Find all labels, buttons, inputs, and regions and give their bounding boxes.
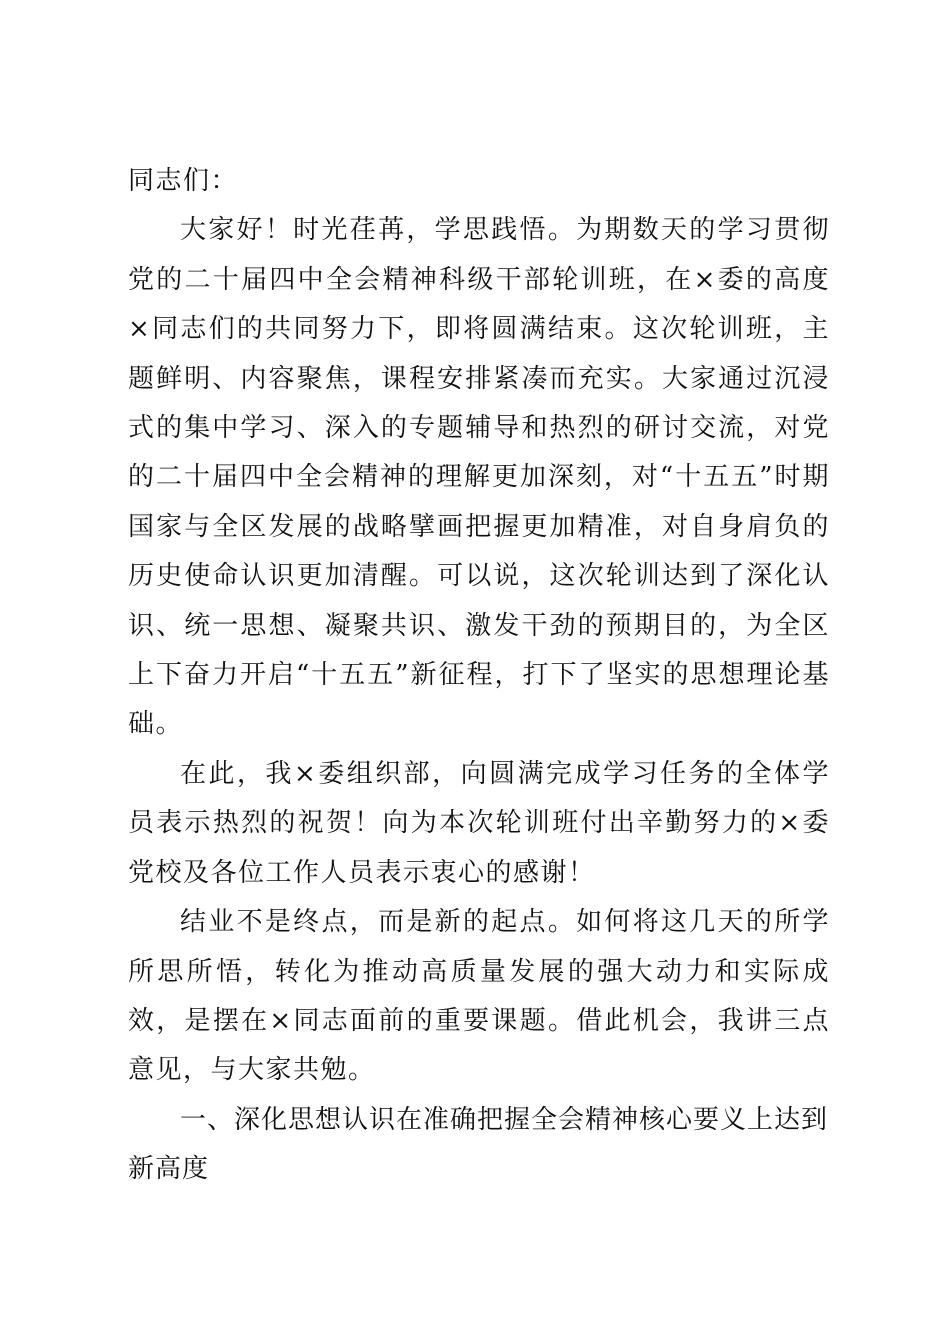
paragraph-transition: 结业不是终点，而是新的起点。如何将这几天的所学所思所悟，转化为推动高质量发展的强大动力和实际成效，是摆在×同志面前的重要课题。借此机会，我讲三点意见，与大家共勉。: [128, 907, 830, 1086]
paragraph-opening: 大家好！时光荏苒，学思践悟。为期数天的学习贯彻党的二十届四中全会精神科级干部轮训班，在×委的高度×同志们的共同努力下，即将圆满结束。这次轮训班，主题鲜明、内容聚焦，课程安排紧凑而充实。大家通过沉浸式的集中学习、深入的专题辅导和热烈的研讨交流，对党的二十届四中全会精神的理解更加深刻，对“十五五”时期国家与全区发展的战略擘画把握更加精准，对自身肩负的历史使命认识更加清醒。可以说，这次轮训达到了深化认识、统一思想、凝聚共识、激发干劲的预期目的，为全区上下奋力开启“十五五”新征程，打下了坚实的思想理论基础。: [128, 215, 830, 740]
salutation: 同志们：: [128, 166, 239, 196]
section-heading-1: 一、深化思想认识在准确把握全会精神核心要义上达到新高度: [128, 1104, 829, 1185]
document-body: [128, 157, 830, 1195]
paragraph-thanks: 在此，我×委组织部，向圆满完成学习任务的全体学员表示热烈的祝贺！向为本次轮训班付出辛勤努力的×委党校及各位工作人员表示衷心的感谢！: [128, 758, 830, 888]
